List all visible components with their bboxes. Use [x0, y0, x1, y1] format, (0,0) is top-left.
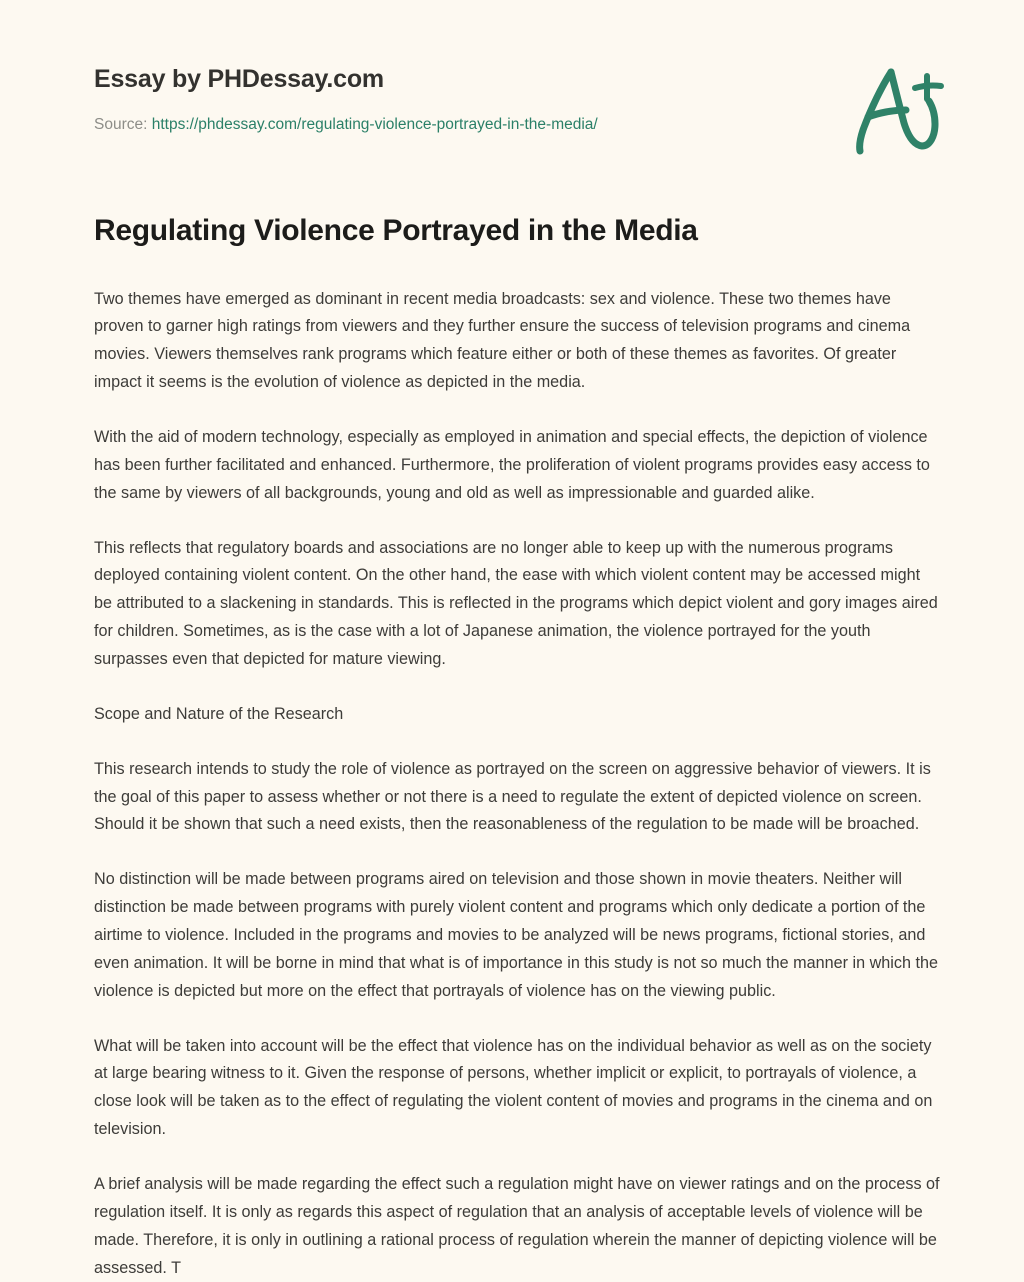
- paragraph: Two themes have emerged as dominant in recent media broadcasts: sex and violence. These two themes have proven to garner high ratings from viewers and they further ensure the success of television programs and cinema movies. Viewers themselves rank programs which feature either or both of these themes as favorites. Of greater impact it seems is the evolution of violence as depicted in the media.: [94, 286, 942, 397]
- article-body: [94, 286, 942, 1282]
- source-line: [94, 116, 946, 135]
- paragraph: With the aid of modern technology, especially as employed in animation and special effects, the depiction of violence has been further facilitated and enhanced. Furthermore, the proliferation of violent programs provides easy access to the same by viewers of all backgrounds, young and old as well as impressionable and guarded alike.: [94, 424, 942, 508]
- source-url-link[interactable]: https://phdessay.com/regulating-violence-portrayed-in-the-media/: [152, 116, 598, 133]
- paragraph: No distinction will be made between programs aired on television and those shown in movie theaters. Neither will distinction be made between programs with purely violent content and programs which only dedicate a portion of the airtime to violence. Included in the programs and movies to be analyzed will be news programs, fictional stories, and even animation. It will be borne in mind that what is of importance in this study is not so much the manner in which the violence is depicted but more on the effect that portrayals of violence has on the viewing public.: [94, 866, 942, 1005]
- paragraph: This research intends to study the role of violence as portrayed on the screen on aggressive behavior of viewers. It is the goal of this paper to assess whether or not there is a need to regulate the extent of depicted violence on screen. Should it be shown that such a need exists, then the reasonableness of the regulation to be made will be broached.: [94, 756, 942, 840]
- paragraph: This reflects that regulatory boards and associations are no longer able to keep up with the numerous programs deployed containing violent content. On the other hand, the ease with which violent content may be accessed might be attributed to a slackening in standards. This is reflected in the programs which depict violent and gory images aired for children. Sometimes, as is the case with a lot of Japanese animation, the violence portrayed for the youth surpasses even that depicted for mature viewing.: [94, 535, 942, 674]
- paragraph-truncated: A brief analysis will be made regarding the effect such a regulation might have on viewer ratings and on the process of regulation itself. It is only as regards this aspect of regulation that an analysis of acceptable levels of violence will be made. Therefore, it is only in outlining a rational process of regulation wherein the manner of depicting violence will be assessed. T: [94, 1171, 942, 1282]
- source-label: Source:: [94, 116, 147, 133]
- page-header: [94, 66, 946, 176]
- page-title: Regulating Violence Portrayed in the Media: [94, 212, 942, 250]
- byline: Essay by PHDessay.com: [94, 66, 946, 94]
- aplus-handwritten-icon: [848, 60, 952, 164]
- paragraph: What will be taken into account will be the effect that violence has on the individual behavior as well as on the society at large bearing witness to it. Given the response of persons, whether implicit or explicit, to portrayals of violence, a close look will be taken as to the effect of regulating the violent content of movies and programs in the cinema and on television.: [94, 1033, 942, 1144]
- phdessay-aplus-logo: [848, 60, 952, 164]
- article: [94, 212, 942, 1282]
- section-heading-scope-and-nature: Scope and Nature of the Research: [94, 701, 942, 729]
